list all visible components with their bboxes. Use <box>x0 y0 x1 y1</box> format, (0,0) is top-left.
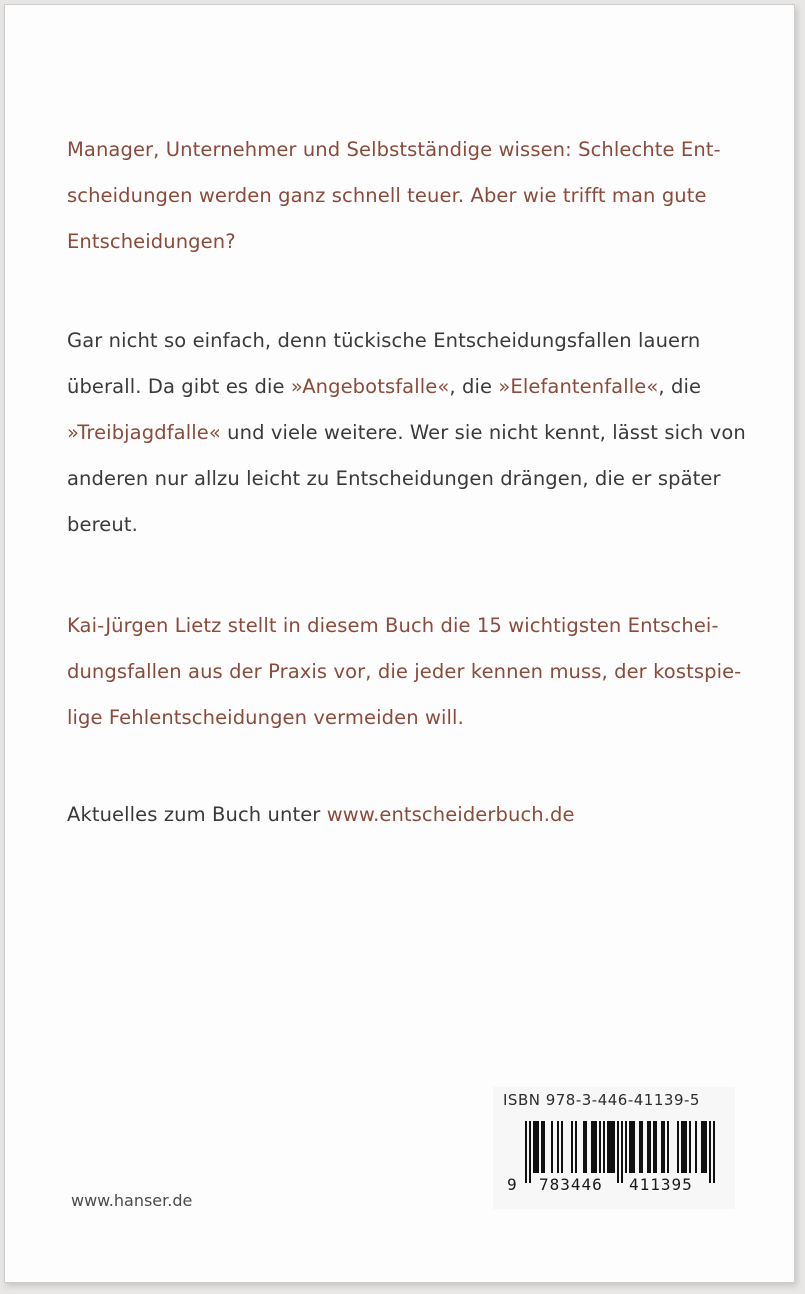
barcode-right-digits: 411395 <box>629 1175 693 1194</box>
barcode-bar <box>647 1121 649 1173</box>
barcode-bar <box>653 1121 655 1173</box>
barcode-bar <box>599 1121 601 1173</box>
barcode-bar <box>629 1121 631 1173</box>
intro-paragraph <box>67 127 767 265</box>
traps-line-2-end: , die <box>658 375 702 398</box>
barcode-bar <box>551 1121 553 1173</box>
barcode-bar <box>537 1121 539 1173</box>
barcode-left-digits: 783446 <box>539 1175 603 1194</box>
barcode-bar <box>557 1121 559 1173</box>
barcode-bar <box>613 1121 615 1173</box>
barcode-bar <box>631 1121 633 1173</box>
publisher-website[interactable]: www.hanser.de <box>71 1191 193 1210</box>
barcode-bar <box>595 1121 597 1173</box>
traps-line-5: bereut. <box>67 513 138 536</box>
barcode-bar <box>695 1121 697 1173</box>
barcode-bar <box>529 1121 531 1183</box>
barcode-bar <box>709 1121 711 1183</box>
barcode-bar <box>633 1121 635 1173</box>
intro-line-3: Entscheidungen? <box>67 230 236 253</box>
barcode-bar <box>611 1121 613 1173</box>
traps-line-2-text: überall. Da gibt es die <box>67 375 291 398</box>
barcode-bar <box>655 1121 657 1173</box>
book-back-cover <box>4 4 795 1283</box>
barcode-bar <box>625 1121 627 1173</box>
barcode-bar <box>661 1121 663 1173</box>
barcode-bar <box>617 1121 619 1183</box>
traps-line-3-text: und viele weitere. Wer sie nicht kennt, lässt sich von <box>220 421 746 444</box>
barcode-bar <box>685 1121 687 1173</box>
intro-line-1: Manager, Unternehmer und Selbstständige wissen: Schlechte Ent- <box>67 138 721 161</box>
barcode-bar <box>703 1121 705 1173</box>
barcode-bar <box>689 1121 691 1173</box>
traps-line-3 <box>67 410 767 456</box>
author-line-1: Kai-Jürgen Lietz stellt in diesem Buch die 15 wichtigsten Entschei- <box>67 614 719 637</box>
barcode-bar <box>667 1121 669 1173</box>
book-website-link[interactable]: www.entscheiderbuch.de <box>326 803 575 826</box>
barcode-bar <box>583 1121 585 1173</box>
barcode-bar <box>641 1121 643 1173</box>
barcode-bar <box>541 1121 543 1173</box>
barcode-bar <box>609 1121 611 1173</box>
barcode-icon <box>493 1121 735 1183</box>
barcode-bar <box>561 1121 563 1173</box>
barcode-bar <box>603 1121 605 1173</box>
trap-name-treibjagdfalle: »Treibjagdfalle« <box>67 421 221 444</box>
barcode-bar <box>713 1121 715 1183</box>
barcode-bar <box>535 1121 537 1173</box>
traps-line-2 <box>67 364 767 410</box>
author-line-3: lige Fehlentscheidungen vermeiden will. <box>67 706 464 729</box>
barcode-bar <box>705 1121 707 1173</box>
barcode-bar <box>681 1121 683 1173</box>
traps-line-4: anderen nur allzu leicht zu Entscheidungen drängen, die er später <box>67 467 721 490</box>
barcode-bar <box>533 1121 535 1173</box>
barcode-bar <box>683 1121 685 1173</box>
isbn-label: ISBN 978-3-446-41139-5 <box>503 1091 700 1109</box>
barcode-bar <box>585 1121 587 1173</box>
barcode-bar <box>591 1121 593 1173</box>
traps-paragraph <box>67 318 767 548</box>
barcode-bar <box>701 1121 703 1173</box>
barcode-bar <box>543 1121 545 1173</box>
barcode-bar <box>649 1121 651 1173</box>
barcode-bar <box>677 1121 679 1173</box>
trap-name-angebotsfalle: »Angebotsfalle« <box>290 375 450 398</box>
barcode-bar <box>593 1121 595 1173</box>
barcode-bar <box>525 1121 527 1183</box>
barcode-first-digit: 9 <box>507 1175 517 1194</box>
author-paragraph <box>67 603 767 741</box>
barcode-bar <box>575 1121 577 1173</box>
traps-line-2-sep: , die <box>449 375 499 398</box>
isbn-barcode-block <box>493 1087 735 1209</box>
trap-name-elefantenfalle: »Elefantenfalle« <box>498 375 659 398</box>
barcode-bar <box>621 1121 623 1183</box>
website-prefix: Aktuelles zum Buch unter <box>67 803 327 826</box>
traps-line-1: Gar nicht so einfach, denn tückische Entscheidungsfallen lauern <box>67 329 701 352</box>
website-line <box>67 792 767 838</box>
barcode-bar <box>607 1121 609 1173</box>
barcode-bar <box>663 1121 665 1173</box>
barcode-bar <box>639 1121 641 1173</box>
author-line-2: dungsfallen aus der Praxis vor, die jeder kennen muss, der kostspie- <box>67 660 742 683</box>
intro-line-2: scheidungen werden ganz schnell teuer. Aber wie trifft man gute <box>67 184 707 207</box>
website-paragraph <box>67 792 767 838</box>
barcode-bar <box>571 1121 573 1173</box>
